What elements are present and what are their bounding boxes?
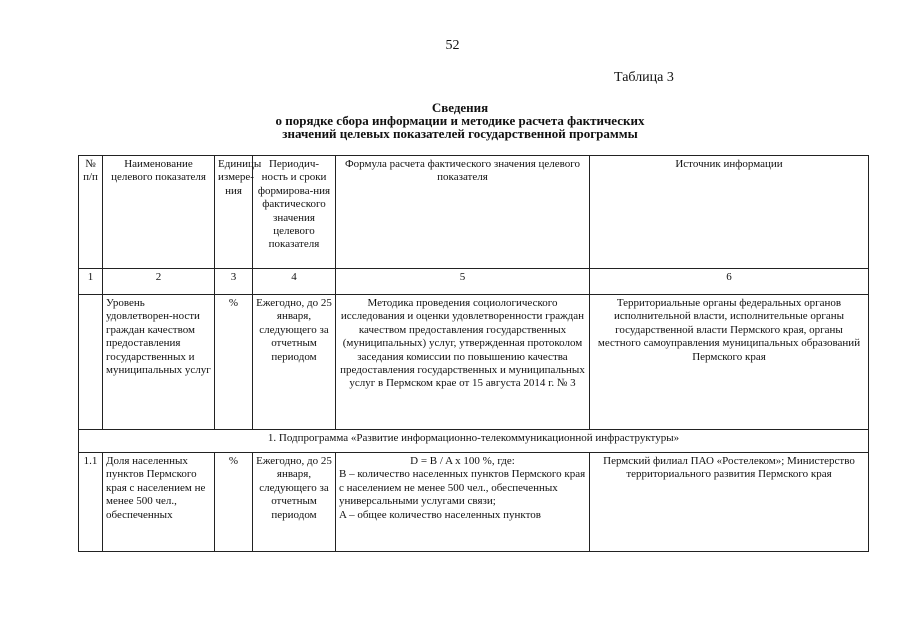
header-unit: Единицы измере-ния — [215, 156, 253, 269]
col-number: 6 — [590, 269, 869, 295]
table-header-row — [79, 156, 869, 269]
row2-formula — [336, 453, 590, 552]
col-number: 4 — [253, 269, 336, 295]
row1-num — [79, 295, 103, 430]
header-name: Наименование целевого показателя — [103, 156, 215, 269]
formula-equation: D = B / A x 100 %, где: — [410, 455, 515, 467]
column-number-row — [79, 269, 869, 295]
document-title — [160, 101, 760, 140]
header-formula: Формула расчета фактического значения целевого показателя — [336, 156, 590, 269]
header-num: № п/п — [79, 156, 103, 269]
row2-unit: % — [215, 453, 253, 552]
row1-unit: % — [215, 295, 253, 430]
col-number: 2 — [103, 269, 215, 295]
formula-b-definition: B – количество населенных пунктов Пермского края с населением не менее 500 чел., обеспеченных универсальными услугами связи; — [339, 468, 586, 508]
row2-num: 1.1 — [79, 453, 103, 552]
subprogram-title: 1. Подпрограмма «Развитие информационно-телекоммуникационной инфраструктуры» — [79, 430, 869, 453]
header-period: Периодич-ность и сроки формирова-ния фактического значения целевого показателя — [253, 156, 336, 269]
title-line-1: Сведения — [431, 100, 489, 115]
formula-a-definition: A – общее количество населенных пунктов — [339, 508, 541, 521]
row1-name: Уровень удовлетворен-ности граждан качеством предоставления государственных и муниципальных услуг — [103, 295, 215, 430]
row2-period: Ежегодно, до 25 января, следующего за отчетным периодом — [253, 453, 336, 552]
col-number: 3 — [215, 269, 253, 295]
row2-name: Доля населенных пунктов Пермского края с населением не менее 500 чел., обеспеченных — [103, 453, 215, 552]
row1-period: Ежегодно, до 25 января, следующего за отчетным периодом — [253, 295, 336, 430]
indicators-table — [78, 155, 869, 552]
col-number: 1 — [79, 269, 103, 295]
table-row — [79, 453, 869, 552]
header-source: Источник информации — [590, 156, 869, 269]
table-label: Таблица 3 — [614, 70, 674, 85]
title-line-3: значений целевых показателей государственной программы — [282, 126, 638, 141]
row2-source: Пермский филиал ПАО «Ростелеком»; Министерство территориального развития Пермского края — [590, 453, 869, 552]
subprogram-row — [79, 430, 869, 453]
row1-formula: Методика проведения социологического исследования и оценки удовлетворенности граждан качеством предоставления государственных (муниципальных) услуг, утвержденная протоколом заседания комиссии по повышению качества предоставления государственных и муниципальных услуг в Пермском крае от 15 августа 2014 г. № 3 — [336, 295, 590, 430]
row1-source: Территориальные органы федеральных органов исполнительной власти, исполнительные органы государственной власти Пермского края, органы местного самоуправления муниципальных образований Пермского края — [590, 295, 869, 430]
title-line-2: о порядке сбора информации и методике расчета фактических — [275, 113, 645, 128]
page-number: 52 — [445, 38, 460, 53]
table-row — [79, 295, 869, 430]
col-number: 5 — [336, 269, 590, 295]
